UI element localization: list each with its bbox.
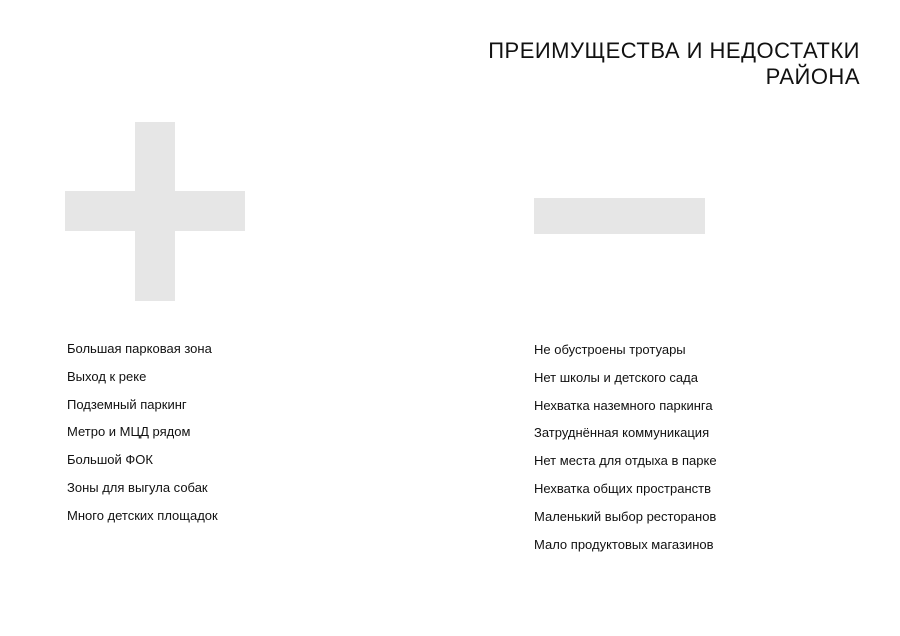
plus-icon-horizontal-bar [65, 191, 245, 231]
disadvantage-item: Затруднённая коммуникация [534, 425, 710, 441]
disadvantage-item: Нет школы и детского сада [534, 369, 698, 385]
advantage-item: Метро и МЦД рядом [67, 424, 191, 440]
advantage-item: Выход к реке [67, 368, 147, 384]
advantage-item: Много детских площадок [67, 507, 218, 523]
disadvantages-list [534, 342, 717, 564]
advantage-item: Большая парковая зона [67, 341, 212, 356]
disadvantage-item: Не обустроены тротуары [534, 342, 686, 357]
minus-icon [534, 198, 705, 234]
page-title-line-1: ПРЕИМУЩЕСТВА И НЕДОСТАТКИ [488, 38, 860, 63]
page-title-line-2: РАЙОНА [765, 64, 860, 89]
disadvantage-item: Нет места для отдыха в парке [534, 453, 717, 469]
disadvantage-item: Маленький выбор ресторанов [534, 508, 717, 524]
advantage-item: Большой ФОК [67, 452, 153, 468]
page-title [440, 38, 860, 90]
advantages-list [67, 341, 218, 536]
advantage-item: Подземный паркинг [67, 396, 187, 412]
disadvantage-item: Нехватка общих пространств [534, 480, 712, 496]
disadvantage-item: Мало продуктовых магазинов [534, 536, 714, 552]
advantage-item: Зоны для выгула собак [67, 479, 208, 495]
disadvantage-item: Нехватка наземного паркинга [534, 397, 713, 413]
